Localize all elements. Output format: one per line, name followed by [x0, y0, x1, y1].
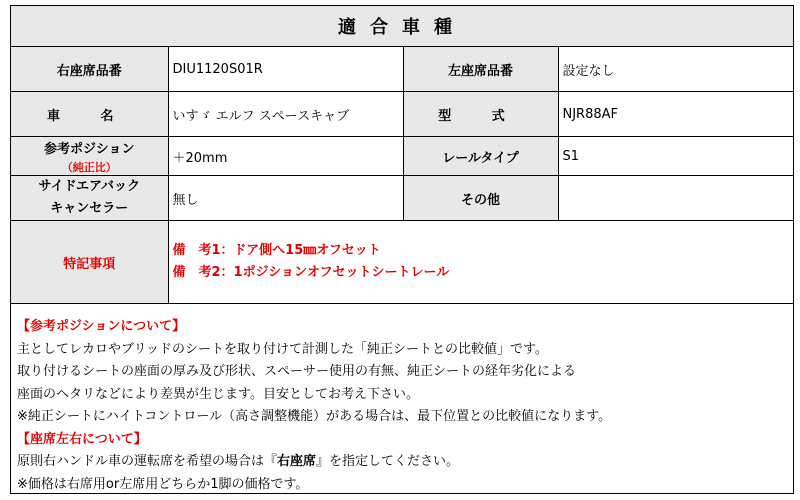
position-label: 参考ポジション — [44, 141, 135, 157]
position-note-heading: 【参考ポジションについて】 — [17, 319, 186, 334]
seat-side-text-after: 』を指定してください。 — [316, 454, 460, 469]
fitment-panel — [10, 5, 794, 494]
seat-side-emphasis: 右座席 — [277, 454, 317, 469]
remark-line-2: 備 考2：1ポジションオフセットシートレール — [172, 265, 450, 280]
position-note-line-1: 主としてレカロやブリッドのシートを取り付けて計測した「純正シートとの比較値」です。 — [17, 341, 548, 357]
airbag-label-line-1: サイドエアバック — [38, 179, 141, 194]
table-row — [11, 137, 793, 176]
position-note-line-2: 取り付けるシートの座面の厚み及び形状、スペーサー使用の有無、純正シートの経年劣化による — [17, 364, 577, 379]
position-sublabel: （純正比） — [61, 160, 117, 174]
price-note-line: ※価格は右席用or左席用どちらか1脚の価格です。 — [17, 476, 309, 492]
position-label-cell — [11, 137, 168, 176]
right-seat-label: 右座席品番 — [11, 47, 168, 92]
notes-section — [11, 316, 793, 496]
rail-type-value: S1 — [558, 137, 793, 176]
car-name-value: いすゞ エルフ スペースキャブ — [168, 92, 403, 137]
seat-side-note-heading: 【座席左右について】 — [17, 431, 147, 447]
position-value: ＋20mm — [168, 137, 403, 176]
position-note-line-3: 座面のヘタリなどにより差異が生じます。目安としてお考え下さい。 — [17, 386, 419, 402]
remarks-label: 特記事項 — [11, 221, 168, 304]
rail-type-label: レールタイプ — [403, 137, 558, 176]
seat-side-text-before: 原則右ハンドル車の運転席を希望の場合は『 — [17, 454, 278, 469]
airbag-value: 無し — [168, 176, 403, 221]
airbag-label-line-2: キャンセラー — [50, 201, 129, 216]
model-code-value: NJR88AF — [558, 92, 793, 137]
position-note-line-4: ※純正シートにハイトコントロール（高さ調整機能）がある場合は、最下位置との比較値になります。 — [17, 409, 612, 424]
table-row — [11, 176, 793, 221]
model-code-label: 型 式 — [403, 92, 558, 137]
other-value — [558, 176, 793, 221]
other-label: その他 — [403, 176, 558, 221]
page-title: 適合車種 — [11, 6, 793, 47]
airbag-label-cell — [11, 176, 168, 221]
remark-line-1: 備 考1：ドア側へ15㎜オフセット — [172, 243, 381, 258]
right-seat-value: DIU1120S01R — [168, 47, 403, 92]
remarks-value — [168, 221, 793, 304]
car-name-label: 車 名 — [11, 92, 168, 137]
seat-side-note-line-1 — [17, 451, 787, 474]
left-seat-label: 左座席品番 — [403, 47, 558, 92]
spec-table — [11, 47, 793, 304]
table-row — [11, 47, 793, 92]
table-row — [11, 221, 793, 304]
left-seat-value: 設定なし — [558, 47, 793, 92]
table-row — [11, 92, 793, 137]
